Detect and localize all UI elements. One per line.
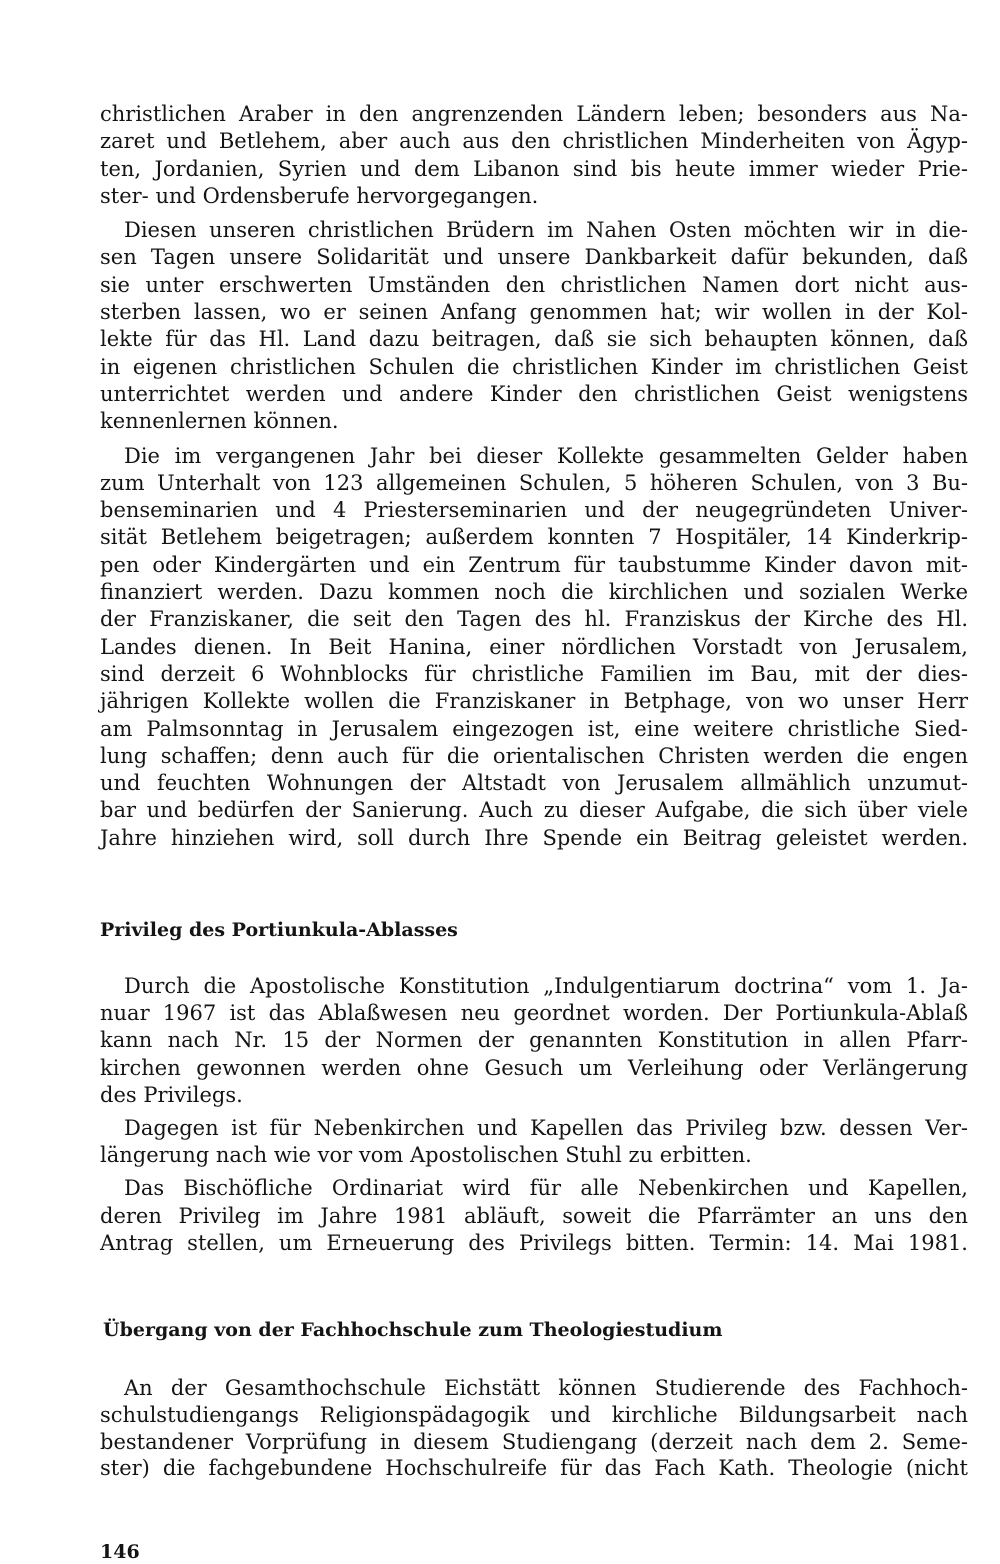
text-line: pen oder Kindergärten und ein Zentrum für taubstumme Kinder davon mit- (100, 552, 968, 577)
text-line: sie unter erschwerten Umständen den christlichen Namen dort nicht aus- (100, 272, 968, 297)
text-line: schulstudiengangs Religionspädagogik und kirchliche Bildungsarbeit nach (100, 1402, 968, 1427)
text-line: sen Tagen unsere Solidarität und unsere Dankbarkeit dafür bekunden, daß (100, 245, 968, 270)
text-line: ten, Jordanien, Syrien und dem Libanon sind bis heute immer wieder Prie- (100, 156, 968, 181)
article-holy-land-collection (100, 101, 968, 852)
text-line: lung schaffen; denn auch für die orientalischen Christen werden die engen (100, 743, 968, 768)
text-line: kennenlernen können. (100, 409, 339, 434)
text-line: Antrag stellen, um Erneuerung des Privilegs bitten. Termin: 14. Mai 1981. (100, 1230, 968, 1255)
text-line: zaret und Betlehem, aber auch aus den christlichen Minderheiten von Ägyp- (100, 129, 968, 154)
text-line: Dagegen ist für Nebenkirchen und Kapellen das Privileg bzw. dessen Ver- (124, 1116, 968, 1141)
text-line: kirchen gewonnen werden ohne Gesuch um Verleihung oder Verlängerung (100, 1055, 968, 1080)
text-line: nuar 1967 ist das Ablaßwesen neu geordnet worden. Der Portiunkula-Ablaß (100, 1001, 968, 1026)
paragraph (100, 1115, 968, 1169)
text-line: Durch die Apostolische Konstitution „Indulgentiarum doctrina“ vom 1. Ja- (124, 974, 968, 998)
text-line: bestandener Vorprüfung in diesem Studiengang (derzeit nach dem 2. Seme- (100, 1429, 968, 1454)
text-line: ster- und Ordensberufe hervorgegangen. (100, 183, 539, 208)
text-line: der Franziskaner, die seit den Tagen des hl. Franziskus der Kirche des Hl. (100, 607, 968, 632)
text-line: sterben lassen, wo er seinen Anfang genommen hat; wir wollen in der Kol- (100, 300, 968, 325)
paragraph (100, 973, 968, 1109)
text-line: An der Gesamthochschule Eichstätt können Studierende des Fachhoch- (124, 1376, 968, 1400)
text-line: unterrichtet werden und andere Kinder den christlichen Geist wenigstens (100, 381, 968, 406)
text-line: christlichen Araber in den angrenzenden Ländern leben; besonders aus Na- (100, 102, 968, 126)
text-line: Landes dienen. In Beit Hanina, einer nördlichen Vorstadt von Jerusalem, (100, 634, 968, 659)
section-heading: Übergang von der Fachhochschule zum Theologiestudium (103, 1319, 723, 1341)
article-theology-transfer (100, 1375, 968, 1482)
text-line: Jahre hinziehen wird, soll durch Ihre Spende ein Beitrag geleistet werden. (100, 825, 968, 850)
text-line: zum Unterhalt von 123 allgemeinen Schulen, 5 höheren Schulen, von 3 Bu- (100, 470, 968, 495)
text-line: bar und bedürfen der Sanierung. Auch zu dieser Aufgabe, die sich über viele (100, 798, 968, 823)
text-line: längerung nach wie vor vom Apostolischen Stuhl zu erbitten. (100, 1143, 752, 1168)
text-line: und feuchten Wohnungen der Altstadt von Jerusalem allmählich unzumut- (100, 771, 968, 796)
text-line: deren Privileg im Jahre 1981 abläuft, soweit die Pfarrämter an uns den (100, 1203, 968, 1228)
text-line: finanziert werden. Dazu kommen noch die kirchlichen und sozialen Werke (100, 580, 968, 605)
article-portiuncula-indulgence (100, 973, 968, 1257)
paragraph (100, 217, 968, 435)
text-line: Das Bischöfliche Ordinariat wird für alle Nebenkirchen und Kapellen, (124, 1176, 968, 1201)
text-line: benseminarien und 4 Priesterseminarien und der neugegründeten Univer- (100, 498, 968, 523)
text-line: des Privilegs. (100, 1082, 243, 1107)
section-heading: Privileg des Portiunkula-Ablasses (100, 919, 458, 941)
text-line: in eigenen christlichen Schulen die christlichen Kinder im christlichen Geist (100, 354, 968, 379)
text-line: Die im vergangenen Jahr bei dieser Kollekte gesammelten Gelder haben (124, 443, 968, 468)
text-line: sität Betlehem beigetragen; außerdem konnten 7 Hospitäler, 14 Kinderkrip- (100, 525, 968, 550)
text-line: Diesen unseren christlichen Brüdern im Nahen Osten möchten wir in die- (124, 218, 968, 243)
paragraph (100, 101, 968, 210)
text-line: lekte für das Hl. Land dazu beitragen, daß sie sich behaupten können, daß (100, 327, 968, 352)
paragraph (100, 1375, 968, 1482)
text-line: sind derzeit 6 Wohnblocks für christliche Familien im Bau, mit der dies- (100, 661, 968, 686)
paragraph (100, 443, 968, 852)
paragraph (100, 1175, 968, 1257)
text-line: jährigen Kollekte wollen die Franziskaner in Betphage, von wo unser Herr (100, 689, 968, 714)
page-number: 146 (100, 1541, 140, 1563)
text-line: am Palmsonntag in Jerusalem eingezogen ist, eine weitere christliche Sied- (100, 716, 968, 741)
text-line: ster) die fachgebundene Hochschulreife für das Fach Kath. Theologie (nicht (100, 1456, 968, 1481)
text-line: kann nach Nr. 15 der Normen der genannten Konstitution in allen Pfarr- (100, 1028, 968, 1053)
